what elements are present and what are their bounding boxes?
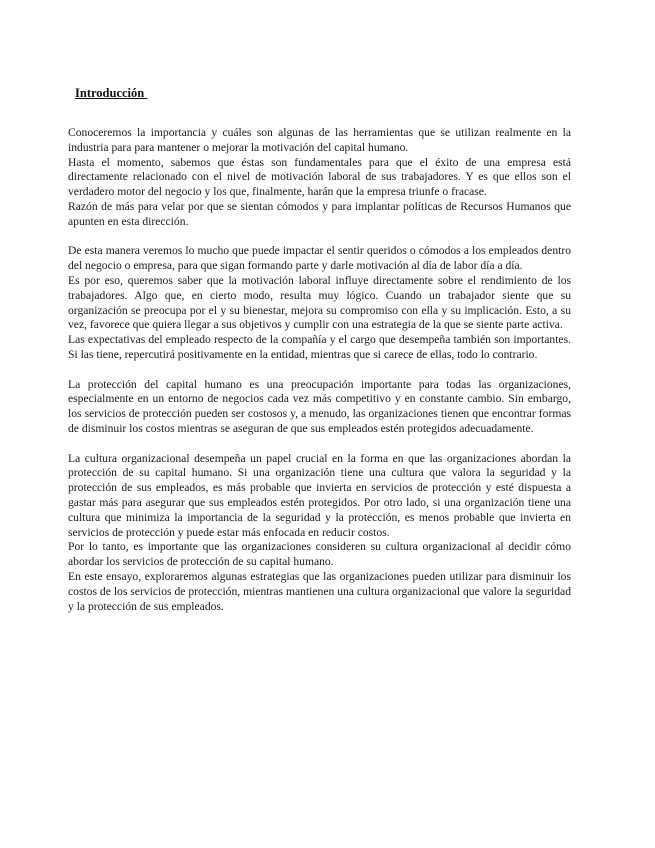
paragraph: La protección del capital humano es una preocupación importante para todas las organizaciones, especialmente en un entorno de negocios cada vez más competitivo y en constante cambio. Sin embargo, los servicios de protección pueden ser costosos y, a menudo, las organizaciones tienen que encontrar formas de disminuir los costos mientras se aseguran de que sus empleados estén protegidos adecuadamente. — [68, 377, 571, 435]
paragraph: Es por eso, queremos saber que la motivación laboral influye directamente sobre el rendimiento de los trabajadores. Algo que, en cierto modo, resulta muy lógico. Cuando un trabajador siente que su organización se preocupa por el y su bienestar, mejora su compromiso con ella y su implicación. Esto, a su vez, favorece que quiera llegar a sus objetivos y cumplir con una estrategia de la que se siente parte activa. — [68, 273, 571, 332]
document-body — [68, 126, 571, 614]
paragraph-gap — [68, 363, 571, 378]
paragraph: De esta manera veremos lo mucho que puede impactar el sentir queridos o cómodos a los empleados dentro del negocio o empresa, para que sigan formando parte y darle motivación al día de labor día a día. — [68, 244, 571, 273]
paragraph: Por lo tanto, es importante que las organizaciones consideren su cultura organizacional al decidir cómo abordar los servicios de protección de su capital humano. — [68, 540, 571, 569]
paragraph: Razón de más para velar por que se sientan cómodos y para implantar políticas de Recursos Humanos que apunten en esta dirección. — [68, 199, 571, 228]
paragraph: Hasta el momento, sabemos que éstas son fundamentales para que el éxito de una empresa está directamente relacionado con el nivel de motivación laboral de sus trabajadores. Y es que ellos son el verdadero motor del negocio y los que, finalmente, harán que la empresa triunfe o fracase. — [68, 155, 571, 199]
paragraph-gap — [68, 230, 571, 245]
paragraph: Conoceremos la importancia y cuáles son algunas de las herramientas que se utilizan realmente en la industria para para mantener o mejorar la motivación del capital humano. — [68, 126, 571, 154]
paragraph: En este ensayo, exploraremos algunas estrategias que las organizaciones pueden utilizar para disminuir los costos de los servicios de protección, mientras mantienen una cultura organizacional que valore la seguridad y la protección de sus empleados. — [68, 569, 571, 613]
section-heading: Introducción — [75, 86, 148, 100]
paragraph-gap — [68, 437, 571, 452]
paragraph: Las expectativas del empleado respecto de la compañía y el cargo que desempeña también son importantes. Si las tiene, repercutirá positivamente en la entidad, mientras que si carece de ellas, todo lo contrario. — [68, 333, 571, 361]
paragraph: La cultura organizacional desempeña un papel crucial en la forma en que las organizaciones abordan la protección de su capital humano. Si una organización tiene una cultura que valora la seguridad y la protección de sus empleados, es más probable que invierta en servicios de protección y esté dispuesta a gastar más para asegurar que sus empleados estén protegidos. Por otro lado, si una organización tiene una cultura que minimiza la importancia de la seguridad y la protección, es menos probable que invierta en servicios de protección y puede estar más enfocada en reducir costos. — [68, 451, 571, 539]
